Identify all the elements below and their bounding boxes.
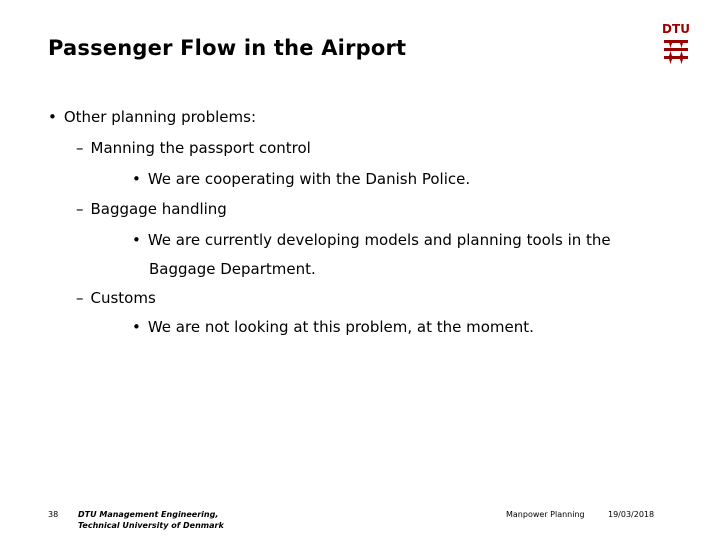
sub-item-baggage-handling — [76, 200, 227, 218]
sub-item-customs — [76, 289, 156, 307]
detail-text: We are currently developing models and planning tools in the — [147, 231, 611, 249]
sub-item-text: Customs — [90, 289, 156, 307]
detail-baggage-models-continued: Baggage Department. — [149, 260, 316, 278]
bullet-other-planning-problems — [48, 108, 256, 126]
footer-course: Manpower Planning — [506, 510, 585, 519]
dtu-logo — [660, 20, 692, 68]
detail-text: We are cooperating with the Danish Police. — [147, 170, 471, 188]
sub-item-text: Baggage handling — [90, 200, 227, 218]
footer-date: 19/03/2018 — [608, 510, 655, 519]
bullet-text: Other planning problems: — [63, 108, 257, 126]
footer-org-line2: Technical University of Denmark — [78, 521, 224, 530]
dtu-logo-text: DTU — [662, 22, 690, 36]
slide-title: Passenger Flow in the Airport — [48, 36, 407, 60]
sub-item-text: Manning the passport control — [90, 139, 311, 157]
dash-marker: – — [76, 200, 84, 218]
bullet-marker: • — [132, 231, 141, 249]
detail-baggage-models — [132, 231, 611, 249]
dash-marker: – — [76, 139, 84, 157]
detail-text: We are not looking at this problem, at the moment. — [147, 318, 534, 336]
bullet-marker: • — [132, 170, 141, 188]
page-number: 38 — [48, 510, 59, 519]
dash-marker: – — [76, 289, 84, 307]
footer-org-line1: DTU Management Engineering, — [78, 510, 219, 519]
bullet-marker: • — [132, 318, 141, 336]
sub-item-passport-control — [76, 139, 311, 157]
detail-customs — [132, 318, 534, 336]
bullet-marker: • — [48, 108, 57, 126]
detail-danish-police — [132, 170, 470, 188]
